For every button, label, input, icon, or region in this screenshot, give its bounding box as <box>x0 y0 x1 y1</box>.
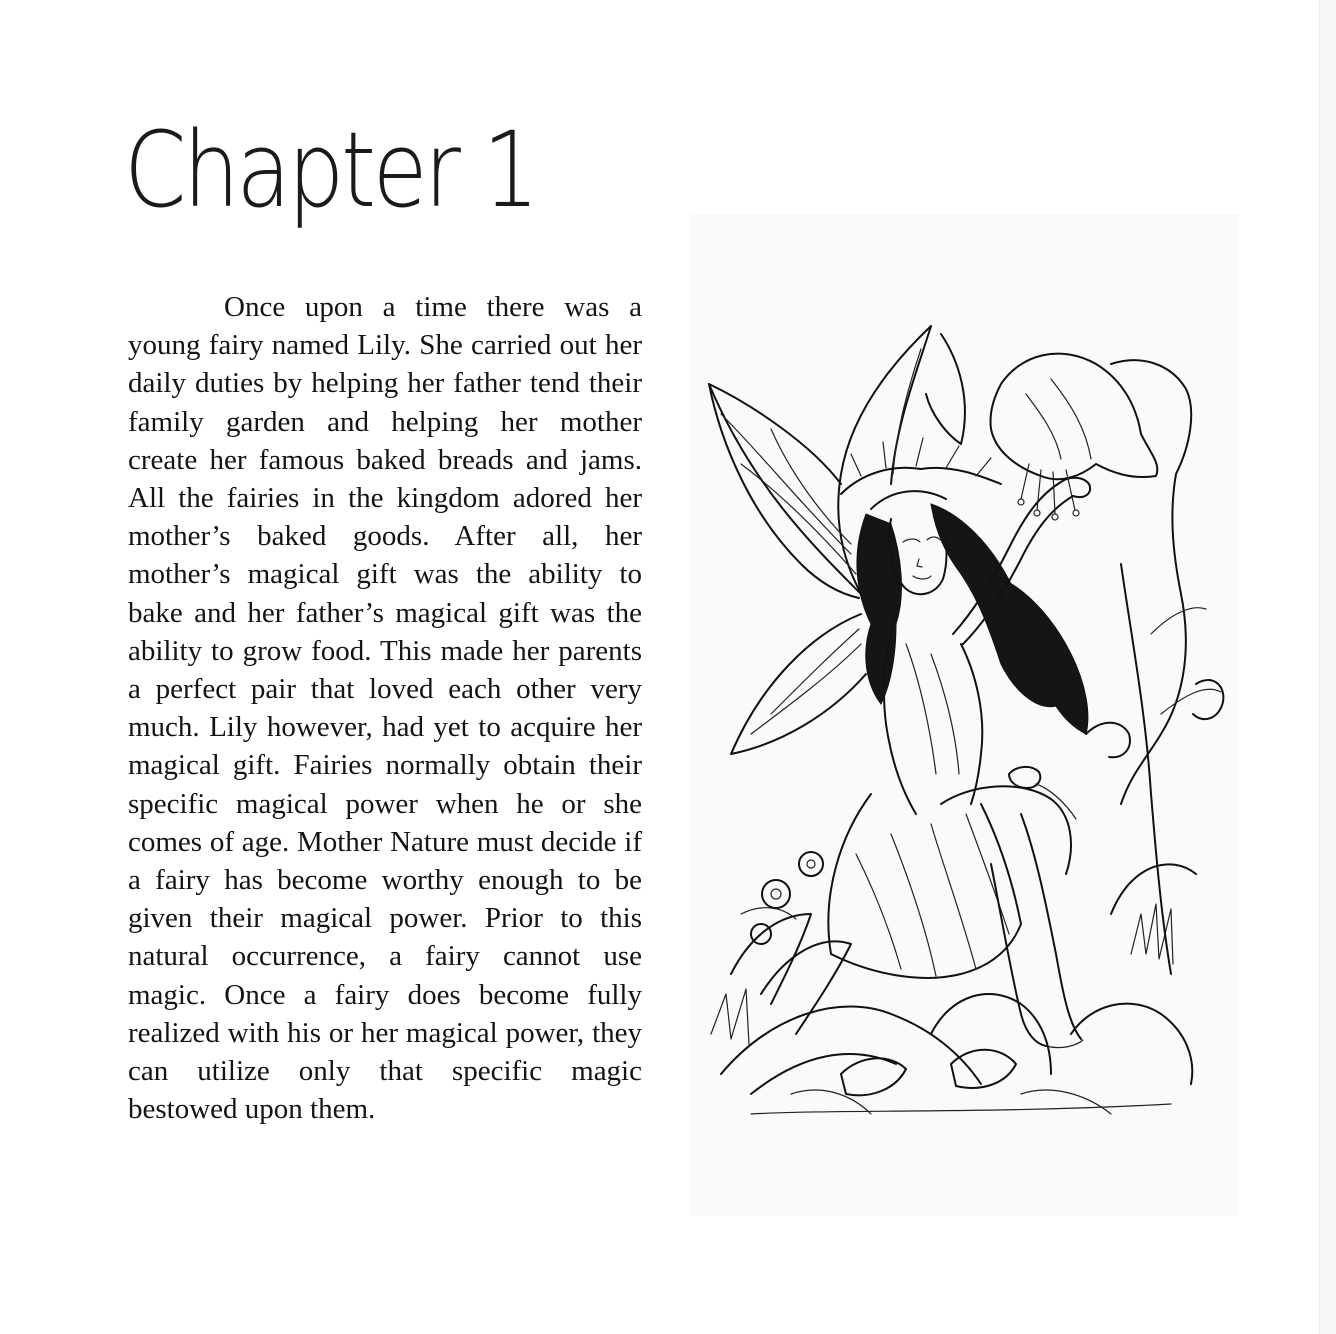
fairy-body <box>828 614 1021 978</box>
chapter-title: Chapter 1 <box>124 109 536 231</box>
story-paragraph: Once upon a time there was a young fairy named Lily. She carried out her daily duties by helping her father tend their family garden and helping her mother create her famous baked breads and jams. All the fairies in the kingdom adored her mother’s baked goods. After all, her mother’s magical gift was the ability to bake and her father’s magical gift was the ability to grow food. This made her parents a perfect pair that loved each other very much. Lily however, had yet to acquire her magical gift. Fairies normally obtain their specific magical power when he or she comes of age. Mother Nature must decide if a fairy has become worthy enough to be given their magical power. Prior to this natural occurrence, a fairy cannot use magic. Once a fairy does become fully realized with his or her magical power, they can utilize only that specific magic bestowed upon them. <box>128 291 642 1126</box>
bell-flower <box>990 354 1191 804</box>
fairy-line-art <box>691 214 1239 1216</box>
page-edge <box>1319 0 1336 1334</box>
fairy-illustration <box>691 214 1239 1216</box>
garden-foliage <box>711 852 1196 1114</box>
fairy-legs <box>941 767 1083 1048</box>
flower-crown <box>841 438 1001 494</box>
fairy-hair <box>857 491 1088 734</box>
